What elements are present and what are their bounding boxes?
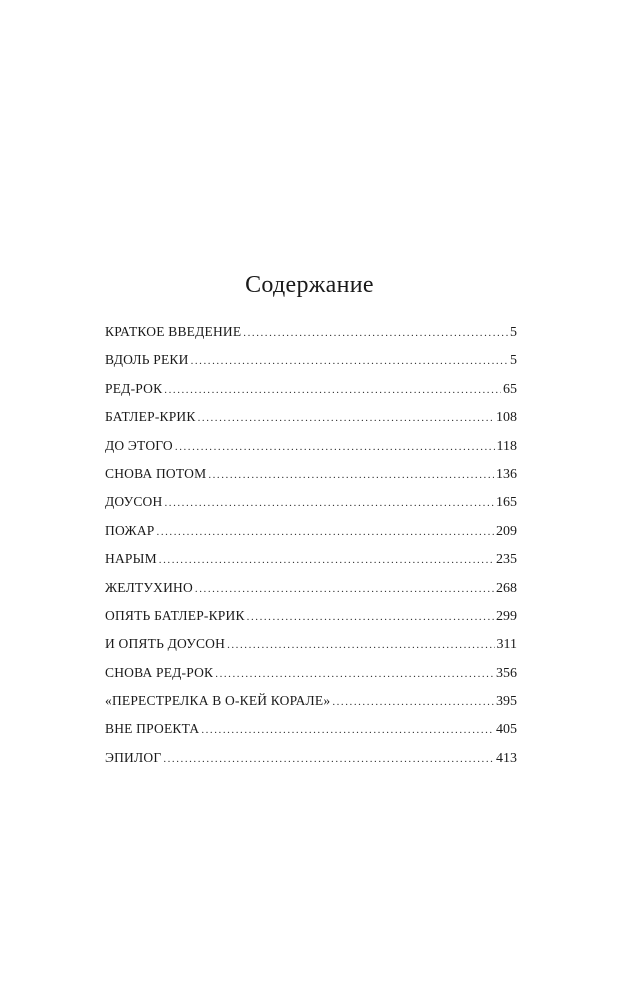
toc-entry: [105, 318, 517, 346]
toc-entry: [105, 574, 517, 602]
toc-entry-title: И ОПЯТЬ ДОУСОН: [105, 636, 226, 652]
toc-entry-title: ЭПИЛОГ: [105, 749, 162, 765]
dot-leader: [332, 687, 494, 716]
toc-entry: [105, 346, 517, 374]
toc-entry: [105, 432, 517, 460]
toc-entry: [105, 659, 517, 687]
dot-leader: [195, 574, 494, 603]
dot-leader: [215, 659, 494, 688]
page-title: Содержание: [245, 272, 374, 298]
toc-page-number: 405: [496, 722, 517, 738]
toc-entry-title: СНОВА РЕД-РОК: [105, 664, 214, 680]
toc-entry-title: БАТЛЕР-КРИК: [105, 409, 196, 425]
toc-entry-title: ВДОЛЬ РЕКИ: [105, 352, 189, 368]
dot-leader: [164, 375, 501, 404]
toc-page-number: 108: [496, 410, 517, 426]
dot-leader: [243, 318, 508, 347]
toc-entry: [105, 488, 517, 516]
dot-leader: [163, 744, 494, 773]
toc-entry-title: КРАТКОЕ ВВЕДЕНИЕ: [105, 324, 242, 339]
toc-page-number: 299: [496, 608, 517, 624]
dot-leader: [164, 488, 494, 517]
dot-leader: [175, 432, 495, 461]
toc-entry-title: ПОЖАР: [105, 522, 155, 538]
toc-page-number: 395: [496, 694, 517, 710]
toc-page-number: 65: [503, 381, 517, 397]
toc-entry-title: ЖЕЛТУХИНО: [105, 579, 193, 595]
toc-entry-title: ВНЕ ПРОЕКТА: [105, 721, 200, 737]
dot-leader: [201, 715, 494, 744]
toc-entry: [105, 715, 517, 743]
toc-page-number: 136: [496, 466, 517, 482]
toc-entry-title: ДО ЭТОГО: [105, 437, 173, 453]
dot-leader: [191, 346, 508, 375]
toc-entry-title: ДОУСОН: [105, 494, 163, 510]
toc-page-number: 235: [496, 552, 517, 568]
table-of-contents: [105, 318, 517, 772]
toc-entry: [105, 375, 517, 403]
toc-entry: [105, 630, 517, 658]
toc-page-number: 268: [496, 580, 517, 596]
toc-entry: [105, 403, 517, 431]
toc-entry: [105, 687, 517, 715]
toc-page-number: 5: [510, 353, 517, 369]
toc-page-number: 413: [496, 750, 517, 766]
toc-entry-title: ОПЯТЬ БАТЛЕР-КРИК: [105, 607, 245, 623]
dot-leader: [208, 460, 494, 489]
dot-leader: [198, 403, 494, 432]
dot-leader: [247, 602, 494, 631]
toc-entry: [105, 517, 517, 545]
toc-entry: [105, 460, 517, 488]
toc-entry-title: «ПЕРЕСТРЕЛКА В О-КЕЙ КОРАЛЕ»: [105, 693, 331, 709]
toc-entry-title: СНОВА ПОТОМ: [105, 465, 207, 481]
toc-page-number: 5: [510, 325, 517, 340]
dot-leader: [157, 517, 494, 546]
toc-entry: [105, 744, 517, 772]
toc-entry-title: РЕД-РОК: [105, 380, 163, 396]
dot-leader: [227, 630, 494, 659]
toc-entry: [105, 545, 517, 573]
toc-page-number: 165: [496, 495, 517, 511]
toc-page-number: 118: [496, 438, 517, 454]
toc-page-number: 311: [496, 637, 517, 653]
toc-entry: [105, 602, 517, 630]
toc-page-number: 356: [496, 665, 517, 681]
toc-entry-title: НАРЫМ: [105, 551, 157, 567]
dot-leader: [159, 545, 494, 574]
toc-page-number: 209: [496, 523, 517, 539]
